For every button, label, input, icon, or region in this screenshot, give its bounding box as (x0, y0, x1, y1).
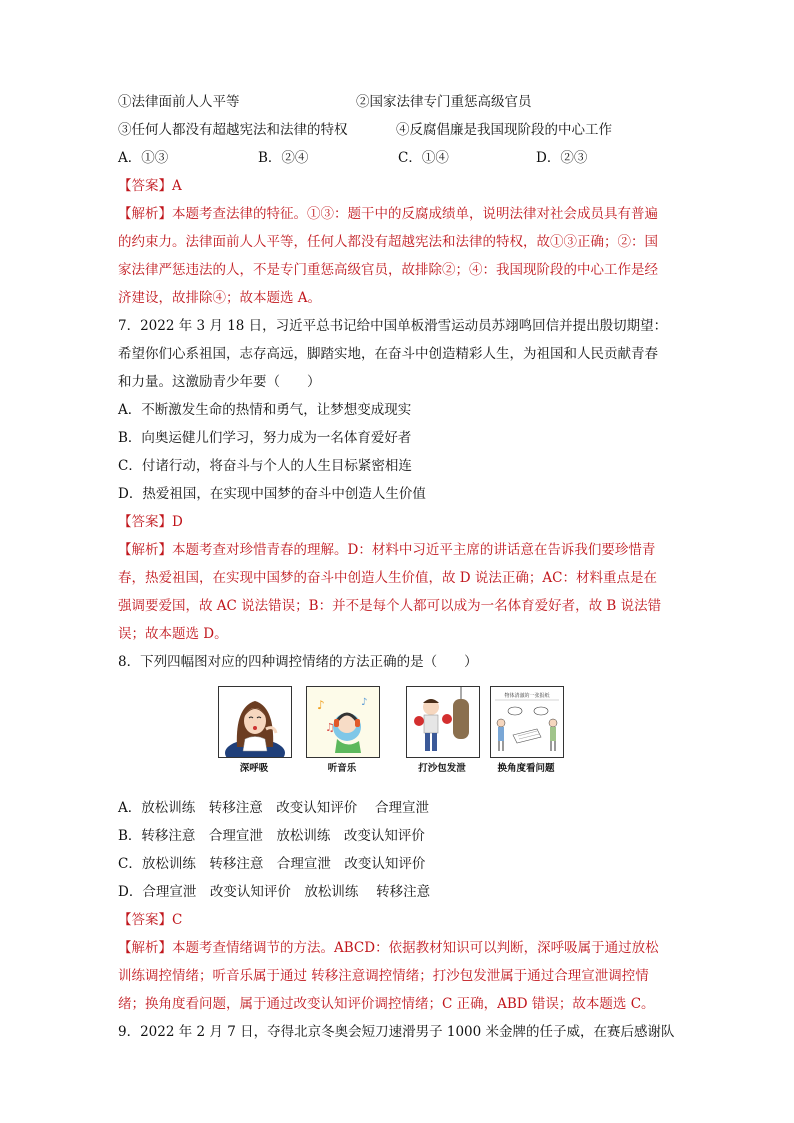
q6-option-4: ④反腐倡廉是我国现阶段的中心工作 (396, 122, 612, 138)
caption-punching-bag: 打沙包发泄 (418, 763, 466, 774)
q7-stem-line: 7．2022 年 3 月 18 日，习近平总书记给中国单板滑雪运动员苏翊鸣回信并提出殷切期望： (118, 318, 668, 334)
q6-choices (118, 144, 678, 172)
q6-options-row-1 (118, 88, 678, 116)
music-figure (306, 686, 380, 758)
q7-analysis-line: 强调要爱国，故 AC 说法错误；B：并不是每个人都可以成为一名体育爱好者，故 B 说法错 (118, 598, 662, 614)
q8-analysis-line: 【解析】本题考查情绪调节的方法。ABCD：依据教材知识可以判断，深呼吸属于通过放松 (118, 940, 659, 956)
q6-analysis-line: 家法律严惩违法的人，不是专门重惩高级官员，故排除②；④：我国现阶段的中心工作是经 (118, 262, 658, 278)
svg-text:♪: ♪ (361, 697, 368, 708)
q7-stem-line: 希望你们心系祖国，志存高远，脚踏实地，在奋斗中创造精彩人生，为祖国和人民贡献青春 (118, 346, 658, 362)
q6-answer: 【答案】A (118, 178, 182, 194)
q7-analysis-line: 【解析】本题考查对珍惜青春的理解。D：材料中习近平主席的讲话意在告诉我们要珍惜青 (118, 542, 656, 558)
q8-answer: 【答案】C (118, 912, 183, 928)
q7-choice-b: B．向奥运健儿们学习，努力成为一名体育爱好者 (118, 430, 412, 446)
q6-option-3: ③任何人都没有超越宪法和法律的特权 (118, 122, 348, 138)
perspective-illustration (491, 687, 563, 757)
perspective-figure (490, 686, 564, 758)
q6-choice-c: C．①④ (398, 150, 449, 166)
caption-deep-breath: 深呼吸 (239, 763, 269, 774)
q6-options-row-2 (118, 116, 678, 144)
deep-breath-figure (218, 686, 292, 758)
q7-stem-line: 和力量。这激励青少年要（ ） (118, 374, 321, 390)
q7-analysis-line: 春，热爱祖国，在实现中国梦的奋斗中创造人生价值，故 D 说法正确；AC：材料重点是在 (118, 570, 657, 586)
q7-choice-a: A．不断激发生命的热情和勇气，让梦想变成现实 (118, 402, 412, 418)
q6-choice-b: B．②④ (258, 150, 309, 166)
punching-bag-figure (406, 686, 480, 758)
q6-option-2: ②国家法律专门重惩高级官员 (356, 94, 532, 110)
q8-analysis-line: 绪；换角度看问题，属于通过改变认知评价调控情绪；C 正确，ABD 错误；故本题选 C。 (118, 996, 655, 1012)
q8-choice-c: C．放松训练 转移注意 合理宣泄 改变认知评价 (118, 856, 426, 872)
caption-music: 听音乐 (327, 763, 357, 774)
svg-text:♫: ♫ (325, 721, 335, 734)
q6-choice-d: D．②③ (536, 150, 588, 166)
q6-option-1: ①法律面前人人平等 (118, 94, 240, 110)
q6-choice-a: A．①③ (118, 150, 169, 166)
q7-answer: 【答案】D (118, 514, 183, 530)
exam-page (118, 88, 678, 1046)
sign-text: 物体清澈的一张报纸 (504, 693, 550, 699)
q6-analysis-line: 【解析】本题考查法律的特征。①③：题干中的反腐成绩单，说明法律对社会成员具有普遍 (118, 206, 658, 222)
q8-analysis-line: 训练调控情绪；听音乐属于通过 转移注意调控情绪；打沙包发泄属于通过合理宣泄调控情 (118, 968, 649, 984)
music-illustration (307, 687, 379, 757)
punching-bag-illustration (407, 687, 479, 757)
q7-choice-d: D．热爱祖国，在实现中国梦的奋斗中创造人生价值 (118, 486, 426, 502)
q8-stem: 8．下列四幅图对应的四种调控情绪的方法正确的是（ ） (118, 654, 478, 670)
deep-breath-illustration (219, 687, 291, 757)
q8-choice-d: D．合理宣泄 改变认知评价 放松训练 转移注意 (118, 884, 431, 900)
q8-choice-a: A．放松训练 转移注意 改变认知评价 合理宣泄 (118, 800, 430, 816)
q8-choice-b: B．转移注意 合理宣泄 放松训练 改变认知评价 (118, 828, 425, 844)
q6-analysis-line: 济建设，故排除④；故本题选 A。 (118, 290, 322, 306)
q8-figure-row (118, 680, 678, 792)
q6-analysis-line: 的约束力。法律面前人人平等，任何人都没有超越宪法和法律的特权，故①③正确；②：国 (118, 234, 658, 250)
svg-text:♪: ♪ (317, 698, 325, 712)
q7-choice-c: C．付诸行动，将奋斗与个人的人生目标紧密相连 (118, 458, 412, 474)
q9-stem: 9．2022 年 2 月 7 日，夺得北京冬奥会短刀速滑男子 1000 米金牌的任子威，在赛后感谢队 (118, 1024, 675, 1040)
caption-perspective: 换角度看问题 (497, 763, 555, 774)
q7-analysis-line: 误；故本题选 D。 (118, 626, 228, 642)
